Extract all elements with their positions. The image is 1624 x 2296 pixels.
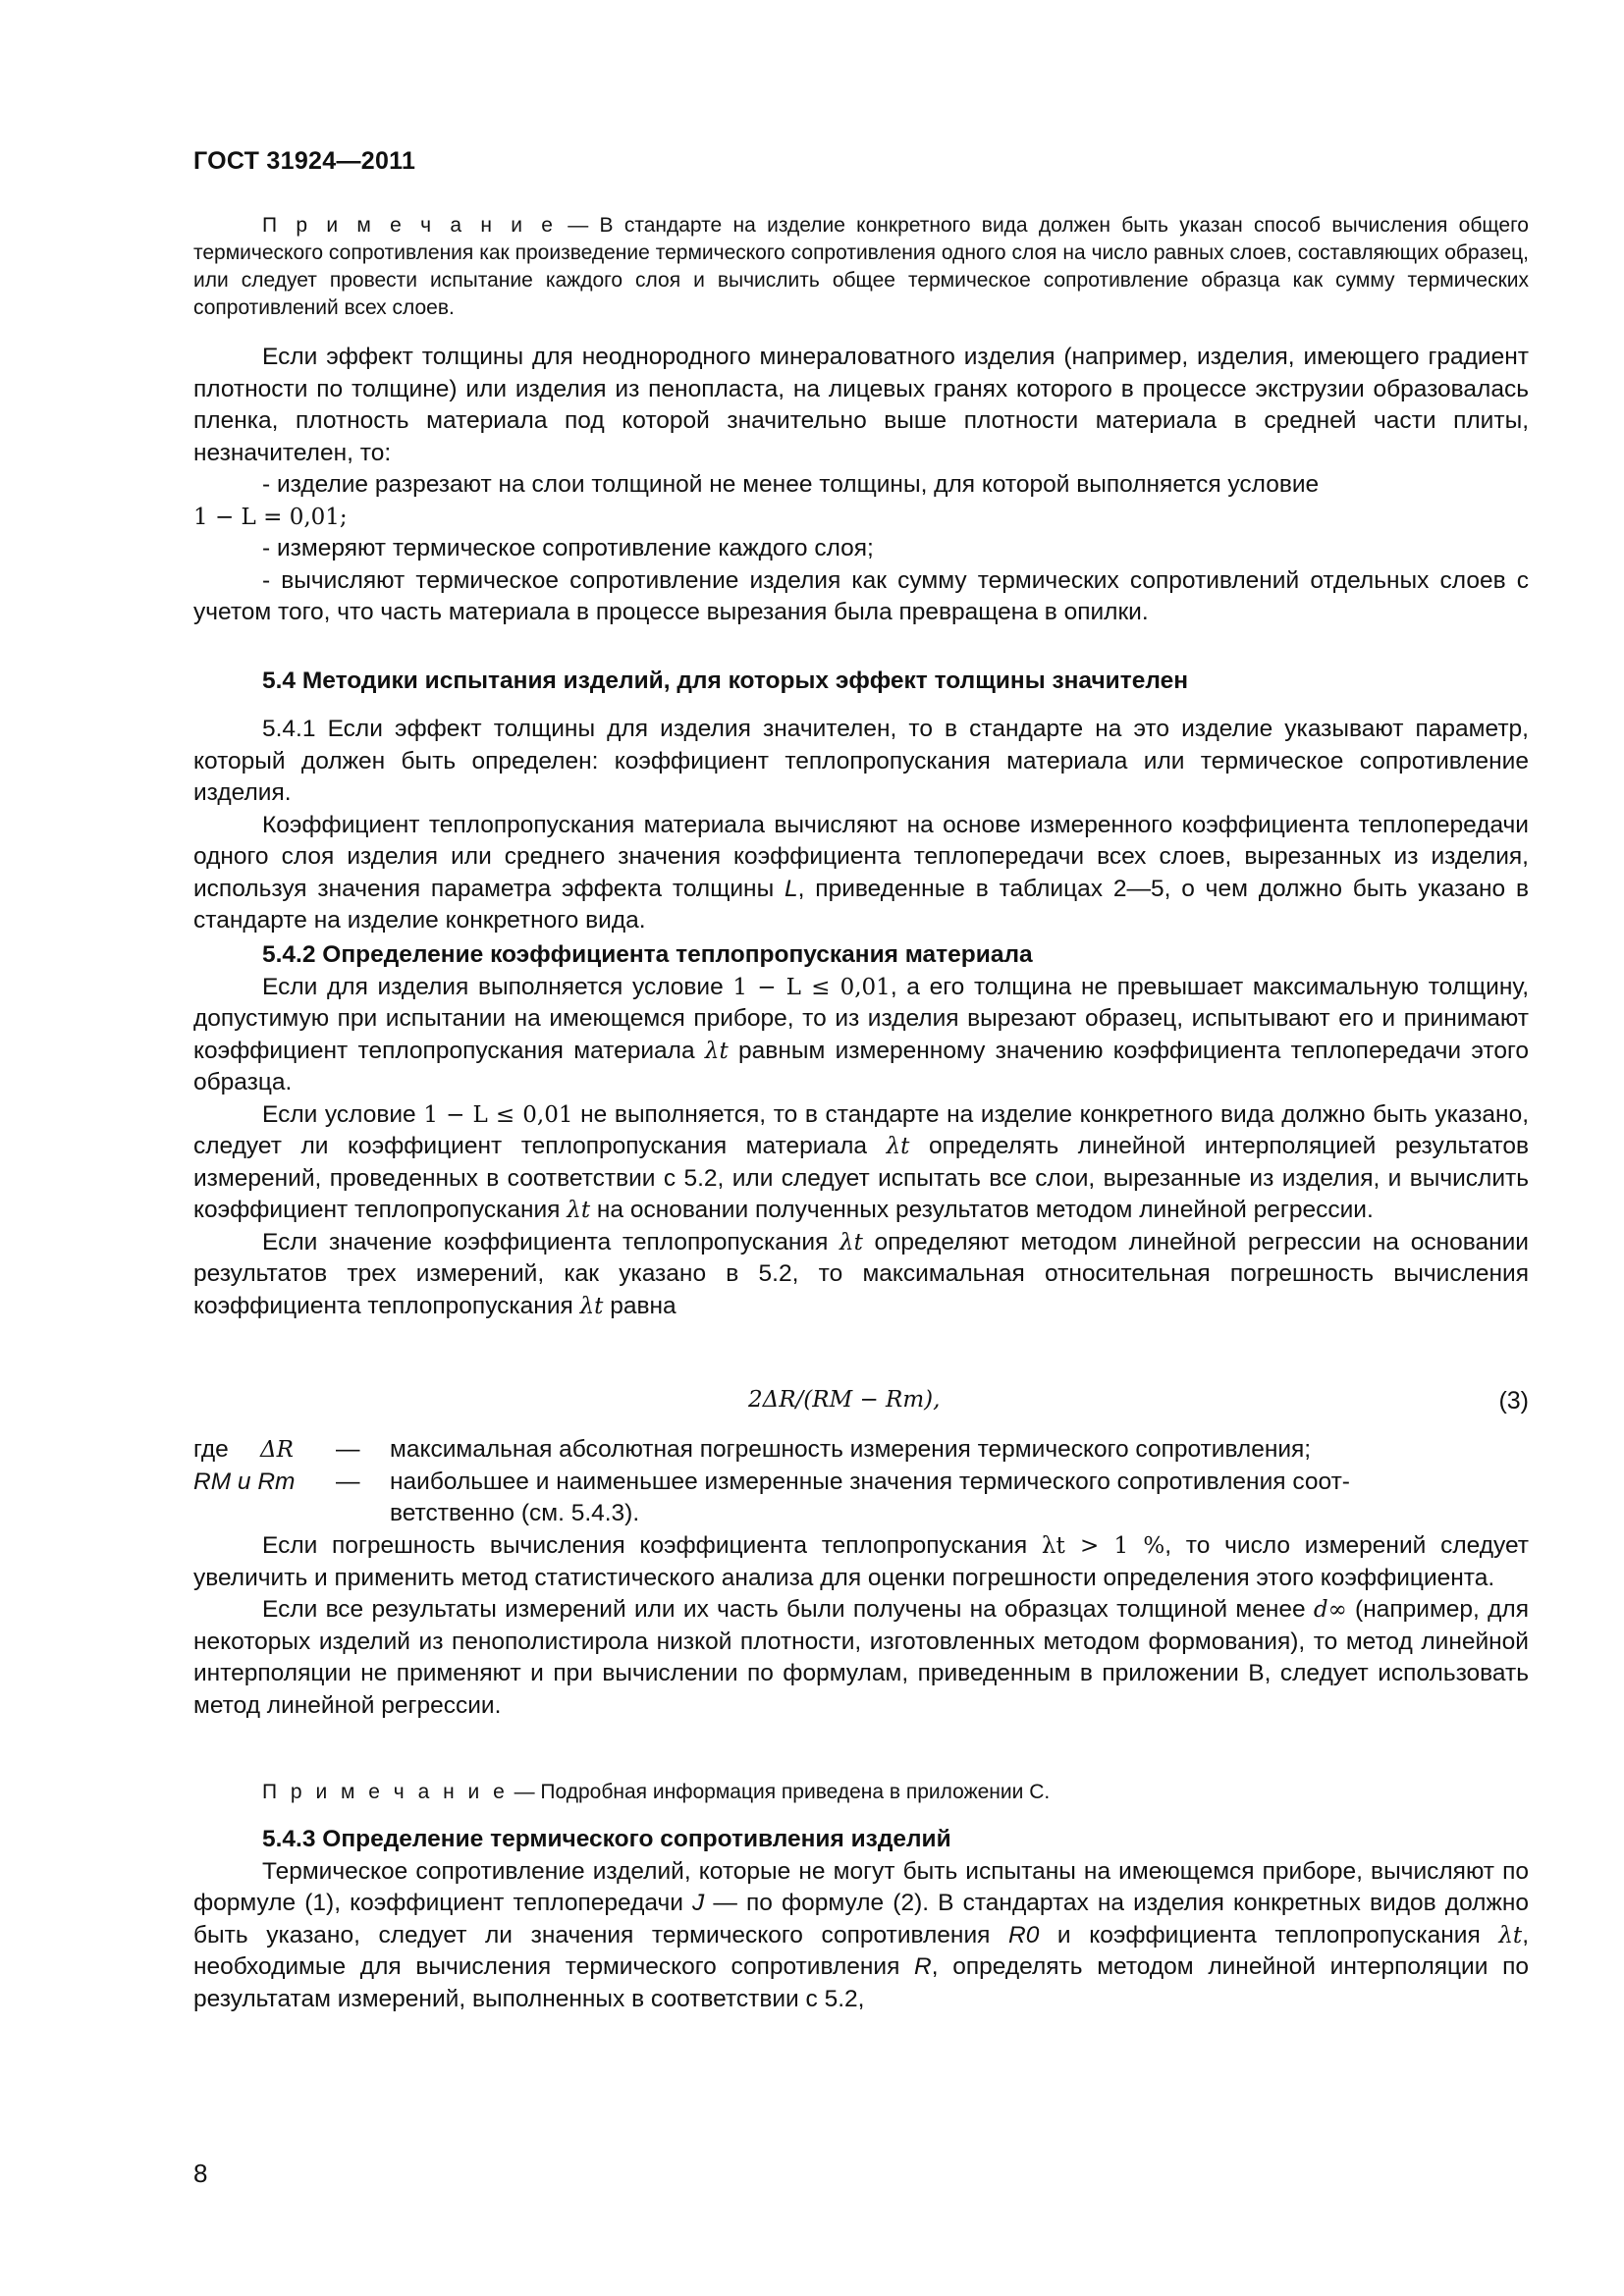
formula-definitions (193, 1434, 1529, 1530)
symbol-rm-rm: RM и Rm (193, 1468, 296, 1495)
paragraph-1 (193, 342, 1529, 629)
document-header: ГОСТ 31924—2011 (193, 147, 416, 175)
section-heading-5-4-3: 5.4.3 Определение термического сопротивления изделий (262, 1826, 951, 1852)
note-label: П р и м е ч а н и е (262, 1781, 509, 1803)
definition-2a: наибольшее и наименьшее измеренные значения термического сопротивления соот- (390, 1468, 1350, 1495)
paragraph-5-4-2e: Если все результаты измерений или их часть были получены на образцах толщиной менее d∞ (например, для некоторых изделий из пенополистирола низкой плотности, изготовленных методом формования), то метод линейной интерполяции не применяют и при вычислении по формулам, приведенным в приложении В, следует использовать метод линейной регрессии. (193, 1596, 1529, 1719)
note-1 (193, 212, 1529, 322)
formula-number: (3) (1498, 1387, 1529, 1415)
note-label: П р и м е ч а н и е (262, 214, 557, 237)
note-text: — Подробная информация приведена в приложении С. (508, 1781, 1051, 1803)
dash: — (336, 1436, 360, 1463)
note-text: — В стандарте на изделие конкретного вида должен быть указан способ вычисления общего термического сопротивления как произведение термического сопротивления одного слоя на число равных слоев, составляющих образец, или следует провести испытание каждого слоя и вычислить общее термическое сопротивление образца как сумму термических сопротивлений всех слоев. (193, 214, 1529, 319)
formula-expression: 2ΔR/(RM − Rm), (748, 1387, 941, 1413)
paragraph-5-4-1b: Коэффициент теплопропускания материала вычисляют на основе измеренного коэффициента теплопередачи одного слоя изделия или среднего значения коэффициента теплопередачи всех слоев, вырезанных из изделия, используя значения параметра эффекта толщины L, приведенные в таблицах 2—5, о чем должно быть указано в стандарте на изделие конкретного вида. (193, 811, 1529, 934)
page-number: 8 (193, 2159, 208, 2188)
definition-1: максимальная абсолютная погрешность измерения термического сопротивления; (390, 1436, 1312, 1463)
paragraph-5-4-3: Термическое сопротивление изделий, которые не могут быть испытаны на имеющемся приборе, вычисляют по формуле (1), коэффициент теплопередачи J — по формуле (2). В стандартах на изделия конкретных видов должно быть указано, следует ли значения термического сопротивления R0 и коэффициента теплопропускания λt, необходимые для вычисления термического сопротивления R, определять методом линейной интерполяции по результатам измерений, выполненных в соответствии с 5.2, (193, 1857, 1529, 2012)
list-item-1-formula: 1 − L = 0,01; (193, 504, 348, 530)
paragraph-5-4-2a: Если для изделия выполняется условие 1 − L ≤ 0,01, а его толщина не превышает максимальную толщину, допустимую при испытании на имеющемся приборе, то из изделия вырезают образец, испытывают его и принимают коэффициент теплопропускания материала λt равным измеренному значению коэффициента теплопередачи этого образца. (193, 973, 1529, 1095)
list-item-1: - изделие разрезают на слои толщиной не менее толщины, для которой выполняется условие (262, 471, 1320, 498)
paragraph-5-4-2b: Если условие 1 − L ≤ 0,01 не выполняется, то в стандарте на изделие конкретного вида должно быть указано, следует ли коэффициент теплопропускания материала λt определять линейной интерполяцией результатов измерений, проведенных в соответствии с 5.2, или следует испытать все слои, вырезанные из изделия, и вычислить коэффициент теплопропускания λt на основании полученных результатов методом линейной регрессии. (193, 1100, 1530, 1223)
symbol-delta-r: ΔR (260, 1437, 294, 1463)
section-heading-5-4-2: 5.4.2 Определение коэффициента теплопропускания материала (262, 941, 1033, 968)
dash: — (336, 1468, 360, 1495)
section-5-4-2-cont (193, 1530, 1529, 1722)
definition-2b: ветственно (см. 5.4.3). (390, 1500, 640, 1526)
list-item-3: - вычисляют термическое сопротивление изделия как сумму термических сопротивлений отдельных слоев с учетом того, что часть материала в процессе вырезания была превращена в опилки. (193, 566, 1529, 625)
paragraph-5-4-2d: Если погрешность вычисления коэффициента теплопропускания λt > 1 %, то число измерений следует увеличить и применить метод статистического анализа для оценки погрешности определения этого коэффициента. (193, 1532, 1530, 1591)
note-2 (193, 1779, 1529, 1806)
where-label: где (193, 1436, 229, 1463)
section-title: 5.4 Методики испытания изделий, для которых эффект толщины значителен (262, 667, 1189, 694)
section-heading-5-4 (193, 666, 1529, 698)
section-5-4-1 (193, 714, 1529, 937)
paragraph-5-4-2c: Если значение коэффициента теплопропускания λt определяют методом линейной регрессии на основании результатов трех измерений, как указано в 5.2, то максимальная относительная погрешность вычисления коэффициента теплопропускания λt равна (193, 1228, 1529, 1319)
list-item-2: - измеряют термическое сопротивление каждого слоя; (262, 535, 874, 561)
section-5-4-3 (193, 1824, 1529, 2015)
paragraph-5-4-1: 5.4.1 Если эффект толщины для изделия значителен, то в стандарте на это изделие указывают параметр, который должен быть определен: коэффициент теплопропускания материала или термическое сопротивление изделия. (193, 716, 1529, 806)
paragraph-text: Если эффект толщины для неоднородного минераловатного изделия (например, изделия, имеющего градиент плотности по толщине) или изделия из пенопласта, на лицевых гранях которого в процессе экструзии образовалась пленка, плотность материала под которой значительно выше плотности материала в средней части плиты, незначителен, то: (193, 344, 1529, 466)
section-5-4-2 (193, 939, 1529, 1322)
